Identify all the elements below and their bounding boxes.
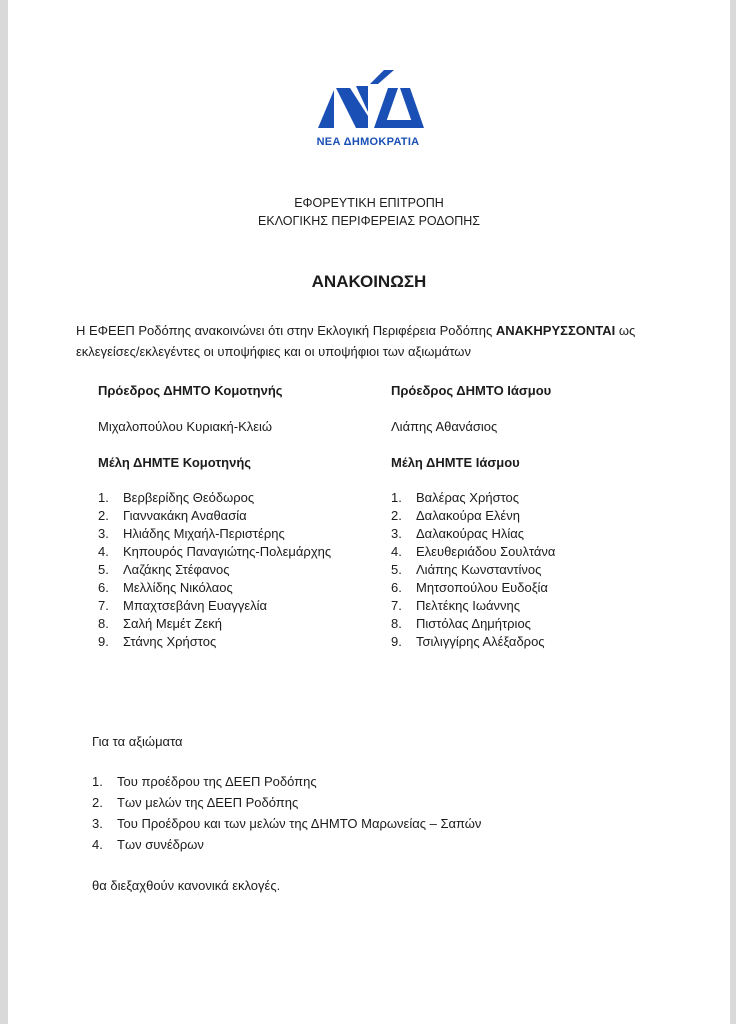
komotini-members-list [98,489,331,651]
komotini-members-heading: Μέλη ΔΗΜΤΕ Κομοτηνής [98,455,252,470]
list-item: 4. Κηπουρός Παναγιώτης-Πολεμάρχης [98,544,332,559]
document-page [8,0,730,1024]
list-item: 3. Δαλακούρας Ηλίας [391,526,525,541]
list-item: 6. Μελλίδης Νικόλαος [98,580,233,595]
logo-caption: ΝΕΑ ΔΗΜΟΚΡΑΤΙΑ [316,136,420,148]
intro-paragraph [76,320,676,362]
intro-text-2: ως εκλεγείσες/εκλεγέντες οι υποψήφιες και οι υποψήφιοι των αξιωμάτων [76,323,636,359]
iasmos-members-list [391,489,555,651]
komotini-president-heading: Πρόεδρος ΔΗΜΤΟ Κομοτηνής [98,383,283,398]
list-item: 9. Στάνης Χρήστος [98,634,217,649]
intro-text-1: Η ΕΦΕΕΠ Ροδόπης ανακοινώνει ότι στην Εκλογική Περιφέρεια Ροδόπης [76,323,496,338]
list-item: 5. Λαζάκης Στέφανος [98,562,230,577]
page-title: ΑΝΑΚΟΙΝΩΣΗ [311,272,427,291]
list-item: 2. Των μελών της ΔΕΕΠ Ροδόπης [92,795,299,810]
list-item: 3. Ηλιάδης Μιχαήλ-Περιστέρης [98,526,285,541]
list-item: 1. Βαλέρας Χρήστος [391,490,520,505]
closing-text: θα διεξαχθούν κανονικά εκλογές. [92,878,281,893]
intro-emphasis: ΑΝΑΚΗΡΥΣΣΟΝΤΑΙ [495,323,616,338]
komotini-president-name: Μιχαλοπούλου Κυριακή-Κλειώ [98,419,273,434]
list-item: 5. Λιάπης Κωνσταντίνος [391,562,542,577]
list-item: 4. Ελευθεριάδου Σουλτάνα [391,544,556,559]
list-item: 2. Γιαννακάκη Αναθασία [98,508,247,523]
list-item: 7. Μπαχτσεβάνη Ευαγγελία [98,598,268,613]
region-name: ΕΚΛΟΓΙΚΗΣ ΠΕΡΙΦΕΡΕΙΑΣ ΡΟΔΟΠΗΣ [258,214,480,228]
list-item: 1. Του προέδρου της ΔΕΕΠ Ροδόπης [92,774,317,789]
list-item: 9. Τσιλιγγίρης Αλέξαδρος [391,634,545,649]
list-item: 4. Των συνέδρων [92,837,204,852]
list-item: 8. Πιστόλας Δημήτριος [391,616,531,631]
pending-positions-list [92,771,481,855]
list-item: 1. Βερβερίδης Θεόδωρος [98,490,255,505]
iasmos-president-heading: Πρόεδρος ΔΗΜΤΟ Ιάσμου [391,383,552,398]
iasmos-president-name: Λιάπης Αθανάσιος [391,419,498,434]
list-item: 3. Του Προέδρου και των μελών της ΔΗΜΤΟ Μαρωνείας – Σαπών [92,816,482,831]
list-item: 6. Μητσοπούλου Ευδοξία [391,580,548,595]
list-item: 7. Πελτέκης Ιωάννης [391,598,520,613]
list-item: 8. Σαλή Μεμέτ Ζεκή [98,616,223,631]
list-item: 2. Δαλακούρα Ελένη [391,508,520,523]
committee-name: ΕΦΟΡΕΥΤΙΚΗ ΕΠΙΤΡΟΠΗ [294,196,444,210]
pending-intro: Για τα αξιώματα [92,734,183,749]
nd-logo [304,66,444,156]
iasmos-members-heading: Μέλη ΔΗΜΤΕ Ιάσμου [391,455,520,470]
nd-logo-mark [304,66,432,136]
